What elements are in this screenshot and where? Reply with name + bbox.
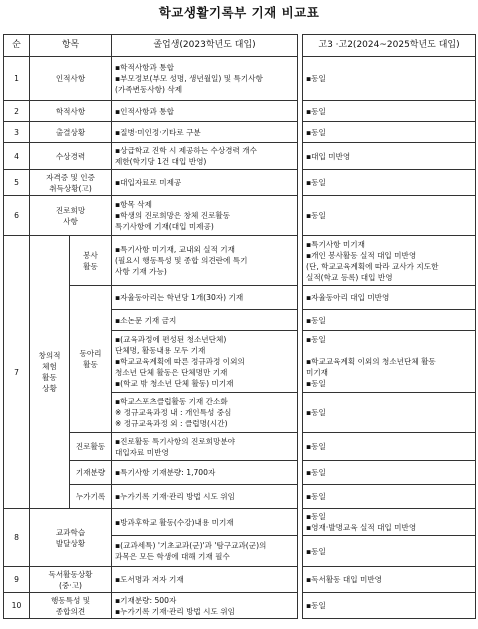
current-cell: ▪독서활동 대입 미반영 [303, 567, 476, 593]
sub-item-volume: 기재분량 [70, 461, 112, 485]
grad-cell: ▪상급학교 진학 시 제공하는 수상경력 개수 제한(학기당 1건 대입 반영) [112, 143, 298, 170]
current-cell: ▪동일 [303, 461, 476, 485]
grad-cell: ▪대입자료로 미제공 [112, 170, 298, 196]
row-item: 교과학습 발달상황 [30, 509, 112, 567]
row-number: 3 [4, 122, 30, 143]
sub-item-volunteer: 봉사 활동 [70, 236, 112, 286]
current-cell: ▪동일 [303, 310, 476, 331]
sub-item-club: 동아리 활동 [70, 286, 112, 433]
grad-cell: ▪소논문 기재 금지 [112, 310, 298, 331]
row-item: 독서활동상황 (중·고) [30, 567, 112, 593]
grad-cell: ▪항목 삭제 ▪학생의 진로희망은 창체 진로활동 특기사항에 기재(대입 미제공) [112, 196, 298, 236]
grad-cell: ▪자율동아리는 학년당 1개(30자) 기재 [112, 286, 298, 310]
current-cell: ▪동일 [303, 536, 476, 567]
row-number: 9 [4, 567, 30, 593]
current-cell: ▪자율동아리 대입 미반영 [303, 286, 476, 310]
row-item: 진로희망 사항 [30, 196, 112, 236]
grad-cell: ▪진로활동 특기사항의 진로희망분야 대입자료 미반영 [112, 433, 298, 461]
current-cell: ▪동일 [303, 393, 476, 433]
current-cell: ▪동일 [303, 122, 476, 143]
current-cell: ▪동일 [303, 196, 476, 236]
row-number: 2 [4, 101, 30, 122]
current-cell: ▪동일 [303, 57, 476, 101]
page-title: 학교생활기록부 기재 비교표 [158, 5, 320, 20]
grad-cell: ▪방과후학교 활동(수강)내용 미기재 [112, 509, 298, 536]
grad-cell: ▪특기사항 미기재, 교내외 실적 기재 (필요시 행동특성 및 종합 의견란에 특기 사항 기재 가능) [112, 236, 298, 286]
current-cell: ▪대입 미반영 [303, 143, 476, 170]
row-number: 5 [4, 170, 30, 196]
table-header-row [4, 35, 476, 57]
table-row [4, 57, 476, 101]
current-cell: ▪동일 [303, 170, 476, 196]
row-item: 창의적 체험 활동 상황 [30, 236, 70, 509]
current-cell: ▪동일 [303, 593, 476, 619]
row-item: 행동특성 및 종합의견 [30, 593, 112, 619]
row-item: 학적사항 [30, 101, 112, 122]
current-cell: ▪특기사항 미기재 ▪개인 봉사활동 실적 대입 미반영 (단, 학교교육계획에 따라 교사가 지도한 실적(학교 등록) 대입 반영 [303, 236, 476, 286]
table-row [4, 509, 476, 536]
table-row [4, 143, 476, 170]
table-row [4, 196, 476, 236]
row-number: 7 [4, 236, 30, 509]
row-item: 수상경력 [30, 143, 112, 170]
grad-cell: ▪특기사항 기재분량: 1,700자 [112, 461, 298, 485]
table-row [4, 433, 476, 461]
current-cell: ▪동일 [303, 433, 476, 461]
grad-cell: ▪질병·미인정·기타로 구분 [112, 122, 298, 143]
table-row [4, 567, 476, 593]
table-row [4, 170, 476, 196]
row-number: 1 [4, 57, 30, 101]
header-grad: 졸업생(2023학년도 대입) [112, 35, 298, 57]
table-row [4, 593, 476, 619]
grad-cell: ▪학교스포츠클럽활동 기재 간소화 ※ 정규교육과정 내 : 개인특성 중심 ※ 정규교육과정 외 : 클럽명(시간) [112, 393, 298, 433]
current-cell: ▪동일 ▪학교교육계획 이외의 청소년단체 활동 미기재 ▪동일 [303, 331, 476, 393]
grad-cell: ▪기재분량: 500자 ▪누가기록 기재·관리 방법 시도 위임 [112, 593, 298, 619]
row-item: 출결상황 [30, 122, 112, 143]
table-row [4, 101, 476, 122]
row-number: 8 [4, 509, 30, 567]
row-number: 4 [4, 143, 30, 170]
grad-cell: ▪(교과세특) '기초교과(군)'과 '탐구교과(군)의 과목은 모든 학생에 대해 기재 필수 [112, 536, 298, 567]
table-row [4, 236, 476, 286]
grad-cell: ▪도서명과 저자 기재 [112, 567, 298, 593]
grad-cell: ▪(교육과정에 편성된 청소년단체) 단체명, 활동내용 모두 기재 ▪학교교육계획에 따른 정규과정 이외의 청소년 단체 활동은 단체명만 기재 ▪(학교 밖 청소년 단체 활동) 미기재 [112, 331, 298, 393]
current-cell: ▪동일 ▪영재·발명교육 실적 대입 미반영 [303, 509, 476, 536]
sub-item-cumulative: 누가기록 [70, 485, 112, 509]
table-row [4, 485, 476, 509]
row-item: 인적사항 [30, 57, 112, 101]
comparison-table [3, 34, 476, 619]
table-row [4, 122, 476, 143]
grad-cell: ▪학적사항과 통합 ▪부모정보(부모 성명, 생년월일) 및 특기사항 (가족변동사항) 삭제 [112, 57, 298, 101]
row-item: 자격증 및 인증 취득상황(고) [30, 170, 112, 196]
sub-item-career: 진로활동 [70, 433, 112, 461]
row-number: 6 [4, 196, 30, 236]
table-row [4, 461, 476, 485]
current-cell: ▪동일 [303, 101, 476, 122]
grad-cell: ▪인적사항과 통합 [112, 101, 298, 122]
row-number: 10 [4, 593, 30, 619]
header-current: 고3 ·고2(2024~2025학년도 대입) [303, 35, 476, 57]
header-num: 순 [4, 35, 30, 57]
table-row [4, 286, 476, 310]
current-cell: ▪동일 [303, 485, 476, 509]
grad-cell: ▪누가기록 기재·관리 방법 시도 위임 [112, 485, 298, 509]
header-item: 항목 [30, 35, 112, 57]
